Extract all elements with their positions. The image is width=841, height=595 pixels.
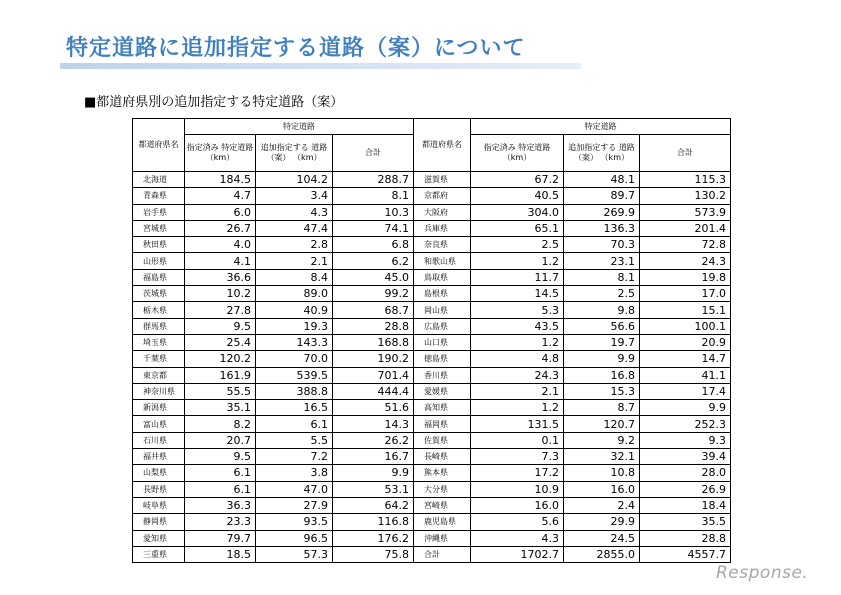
pref-name-cell: 福島県	[133, 269, 185, 285]
value-cell: 43.5	[471, 318, 564, 334]
value-cell: 9.9	[333, 465, 414, 481]
value-cell: 4.3	[471, 530, 564, 546]
value-cell: 6.1	[185, 481, 256, 497]
value-cell: 68.7	[333, 302, 414, 318]
value-cell: 2.1	[471, 383, 564, 399]
value-cell: 701.4	[333, 367, 414, 383]
value-cell: 27.9	[256, 497, 333, 513]
value-cell: 40.5	[471, 188, 564, 204]
value-cell: 16.7	[333, 449, 414, 465]
pref-name-cell: 栃木県	[133, 302, 185, 318]
pref-name-cell: 鳥取県	[414, 269, 471, 285]
value-cell: 45.0	[333, 269, 414, 285]
value-cell: 19.8	[640, 269, 731, 285]
pref-name-cell: 熊本県	[414, 465, 471, 481]
value-cell: 0.1	[471, 432, 564, 448]
value-cell: 70.0	[256, 351, 333, 367]
value-cell: 19.7	[564, 334, 640, 350]
table-row	[133, 367, 731, 383]
value-cell: 4.3	[256, 204, 333, 220]
value-cell: 26.7	[185, 220, 256, 236]
value-cell: 41.1	[640, 367, 731, 383]
group-header-left: 特定道路	[185, 119, 414, 135]
table-row	[133, 269, 731, 285]
value-cell: 2855.0	[564, 546, 640, 562]
value-cell: 28.8	[333, 318, 414, 334]
value-cell: 48.1	[564, 172, 640, 188]
value-cell: 9.8	[564, 302, 640, 318]
value-cell: 16.5	[256, 400, 333, 416]
value-cell: 9.3	[640, 432, 731, 448]
value-cell: 79.7	[185, 530, 256, 546]
table-row	[133, 497, 731, 513]
value-cell: 99.2	[333, 286, 414, 302]
table-row	[133, 318, 731, 334]
value-cell: 35.1	[185, 400, 256, 416]
pref-name-cell: 三重県	[133, 546, 185, 562]
pref-name-cell: 群馬県	[133, 318, 185, 334]
table-row	[133, 530, 731, 546]
value-cell: 2.4	[564, 497, 640, 513]
group-header-right: 特定道路	[471, 119, 731, 135]
value-cell: 201.4	[640, 220, 731, 236]
page-title: 特定道路に追加指定する道路（案）について	[66, 36, 526, 61]
value-cell: 9.5	[185, 318, 256, 334]
value-cell: 47.4	[256, 220, 333, 236]
table-row	[133, 302, 731, 318]
table-row	[133, 188, 731, 204]
pref-name-cell: 秋田県	[133, 237, 185, 253]
value-cell: 14.3	[333, 416, 414, 432]
table-row	[133, 416, 731, 432]
pref-name-cell: 神奈川県	[133, 383, 185, 399]
value-cell: 28.0	[640, 465, 731, 481]
value-cell: 19.3	[256, 318, 333, 334]
value-cell: 252.3	[640, 416, 731, 432]
pref-name-cell: 茨城県	[133, 286, 185, 302]
value-cell: 6.0	[185, 204, 256, 220]
value-cell: 20.9	[640, 334, 731, 350]
pref-name-cell: 大分県	[414, 481, 471, 497]
value-cell: 3.4	[256, 188, 333, 204]
pref-header-left: 都道府県名	[133, 119, 185, 172]
value-cell: 176.2	[333, 530, 414, 546]
pref-header-right: 都道府県名	[414, 119, 471, 172]
value-cell: 4.7	[185, 188, 256, 204]
value-cell: 4.0	[185, 237, 256, 253]
value-cell: 3.8	[256, 465, 333, 481]
value-cell: 28.8	[640, 530, 731, 546]
table-row	[133, 481, 731, 497]
value-cell: 6.8	[333, 237, 414, 253]
pref-name-cell: 香川県	[414, 367, 471, 383]
value-cell: 5.5	[256, 432, 333, 448]
pref-name-cell: 和歌山県	[414, 253, 471, 269]
value-cell: 16.8	[564, 367, 640, 383]
table-row	[133, 400, 731, 416]
value-cell: 1702.7	[471, 546, 564, 562]
pref-name-cell: 岩手県	[133, 204, 185, 220]
value-cell: 115.3	[640, 172, 731, 188]
table-row	[133, 383, 731, 399]
value-cell: 5.3	[471, 302, 564, 318]
pref-name-cell: 愛知県	[133, 530, 185, 546]
value-cell: 16.0	[471, 497, 564, 513]
pref-name-cell: 岐阜県	[133, 497, 185, 513]
table-row	[133, 237, 731, 253]
value-cell: 26.2	[333, 432, 414, 448]
pref-name-cell: 徳島県	[414, 351, 471, 367]
pref-name-cell: 岡山県	[414, 302, 471, 318]
value-cell: 56.6	[564, 318, 640, 334]
value-cell: 75.8	[333, 546, 414, 562]
value-cell: 39.4	[640, 449, 731, 465]
table-row	[133, 449, 731, 465]
value-cell: 9.2	[564, 432, 640, 448]
value-cell: 304.0	[471, 204, 564, 220]
table-row	[133, 204, 731, 220]
value-cell: 1.2	[471, 253, 564, 269]
response-logo: Response.	[716, 563, 809, 583]
value-cell: 40.9	[256, 302, 333, 318]
pref-name-cell: 宮崎県	[414, 497, 471, 513]
value-cell: 10.8	[564, 465, 640, 481]
table-row	[133, 546, 731, 562]
value-cell: 27.8	[185, 302, 256, 318]
value-cell: 9.5	[185, 449, 256, 465]
value-cell: 24.5	[564, 530, 640, 546]
value-cell: 18.5	[185, 546, 256, 562]
value-cell: 14.7	[640, 351, 731, 367]
value-cell: 4.8	[471, 351, 564, 367]
value-cell: 36.6	[185, 269, 256, 285]
table-row	[133, 220, 731, 236]
value-cell: 2.5	[564, 286, 640, 302]
value-cell: 17.0	[640, 286, 731, 302]
value-cell: 65.1	[471, 220, 564, 236]
value-cell: 93.5	[256, 514, 333, 530]
value-cell: 288.7	[333, 172, 414, 188]
value-cell: 10.2	[185, 286, 256, 302]
table-row	[133, 172, 731, 188]
value-cell: 1.2	[471, 334, 564, 350]
pref-name-cell: 山梨県	[133, 465, 185, 481]
value-cell: 6.2	[333, 253, 414, 269]
pref-name-cell: 佐賀県	[414, 432, 471, 448]
value-cell: 573.9	[640, 204, 731, 220]
pref-name-cell: 宮城県	[133, 220, 185, 236]
table-row	[133, 334, 731, 350]
value-cell: 168.8	[333, 334, 414, 350]
pref-name-cell: 愛媛県	[414, 383, 471, 399]
pref-name-cell: 鹿児島県	[414, 514, 471, 530]
value-cell: 8.2	[185, 416, 256, 432]
pref-name-cell: 山形県	[133, 253, 185, 269]
pref-name-cell: 長崎県	[414, 449, 471, 465]
value-cell: 15.1	[640, 302, 731, 318]
value-cell: 35.5	[640, 514, 731, 530]
value-cell: 10.3	[333, 204, 414, 220]
value-cell: 67.2	[471, 172, 564, 188]
pref-name-cell: 高知県	[414, 400, 471, 416]
value-cell: 131.5	[471, 416, 564, 432]
pref-name-cell: 京都府	[414, 188, 471, 204]
value-cell: 55.5	[185, 383, 256, 399]
value-cell: 120.7	[564, 416, 640, 432]
pref-name-cell: 北海道	[133, 172, 185, 188]
col-additional-right: 追加指定する 道路（案） （km）	[564, 135, 640, 172]
value-cell: 9.9	[564, 351, 640, 367]
value-cell: 47.0	[256, 481, 333, 497]
table-row	[133, 465, 731, 481]
value-cell: 25.4	[185, 334, 256, 350]
value-cell: 4557.7	[640, 546, 731, 562]
value-cell: 24.3	[640, 253, 731, 269]
value-cell: 72.8	[640, 237, 731, 253]
value-cell: 70.3	[564, 237, 640, 253]
value-cell: 104.2	[256, 172, 333, 188]
col-total-left: 合計	[333, 135, 414, 172]
table-row	[133, 286, 731, 302]
table-row	[133, 432, 731, 448]
pref-name-cell: 埼玉県	[133, 334, 185, 350]
title-underline	[60, 63, 581, 69]
value-cell: 6.1	[185, 465, 256, 481]
value-cell: 6.1	[256, 416, 333, 432]
value-cell: 8.7	[564, 400, 640, 416]
value-cell: 36.3	[185, 497, 256, 513]
pref-name-cell: 福岡県	[414, 416, 471, 432]
pref-name-cell: 島根県	[414, 286, 471, 302]
value-cell: 143.3	[256, 334, 333, 350]
col-additional-left: 追加指定する 道路（案） （km）	[256, 135, 333, 172]
value-cell: 57.3	[256, 546, 333, 562]
value-cell: 17.4	[640, 383, 731, 399]
pref-name-cell: 奈良県	[414, 237, 471, 253]
road-table	[132, 118, 731, 563]
value-cell: 32.1	[564, 449, 640, 465]
value-cell: 89.7	[564, 188, 640, 204]
value-cell: 2.8	[256, 237, 333, 253]
value-cell: 161.9	[185, 367, 256, 383]
pref-name-cell: 山口県	[414, 334, 471, 350]
pref-name-cell: 静岡県	[133, 514, 185, 530]
col-designated-left: 指定済み 特定道路 （km）	[185, 135, 256, 172]
value-cell: 184.5	[185, 172, 256, 188]
value-cell: 116.8	[333, 514, 414, 530]
value-cell: 17.2	[471, 465, 564, 481]
value-cell: 7.2	[256, 449, 333, 465]
value-cell: 64.2	[333, 497, 414, 513]
value-cell: 18.4	[640, 497, 731, 513]
value-cell: 136.3	[564, 220, 640, 236]
value-cell: 29.9	[564, 514, 640, 530]
value-cell: 8.4	[256, 269, 333, 285]
table-caption: ■都道府県別の追加指定する特定道路（案）	[84, 95, 344, 110]
value-cell: 269.9	[564, 204, 640, 220]
table-row	[133, 514, 731, 530]
value-cell: 120.2	[185, 351, 256, 367]
value-cell: 4.1	[185, 253, 256, 269]
value-cell: 10.9	[471, 481, 564, 497]
table-row	[133, 351, 731, 367]
pref-name-cell: 大阪府	[414, 204, 471, 220]
value-cell: 7.3	[471, 449, 564, 465]
value-cell: 23.3	[185, 514, 256, 530]
value-cell: 9.9	[640, 400, 731, 416]
pref-name-cell: 石川県	[133, 432, 185, 448]
value-cell: 190.2	[333, 351, 414, 367]
pref-name-cell: 長野県	[133, 481, 185, 497]
pref-name-cell: 千葉県	[133, 351, 185, 367]
value-cell: 20.7	[185, 432, 256, 448]
value-cell: 96.5	[256, 530, 333, 546]
value-cell: 2.1	[256, 253, 333, 269]
value-cell: 53.1	[333, 481, 414, 497]
pref-name-cell: 青森県	[133, 188, 185, 204]
value-cell: 51.6	[333, 400, 414, 416]
value-cell: 2.5	[471, 237, 564, 253]
value-cell: 74.1	[333, 220, 414, 236]
value-cell: 24.3	[471, 367, 564, 383]
pref-name-cell: 沖縄県	[414, 530, 471, 546]
value-cell: 5.6	[471, 514, 564, 530]
value-cell: 26.9	[640, 481, 731, 497]
pref-name-cell: 富山県	[133, 416, 185, 432]
value-cell: 16.0	[564, 481, 640, 497]
value-cell: 8.1	[564, 269, 640, 285]
value-cell: 15.3	[564, 383, 640, 399]
pref-name-cell: 兵庫県	[414, 220, 471, 236]
value-cell: 130.2	[640, 188, 731, 204]
col-designated-right: 指定済み 特定道路 （km）	[471, 135, 564, 172]
pref-name-cell: 滋賀県	[414, 172, 471, 188]
pref-name-cell: 合計	[414, 546, 471, 562]
pref-name-cell: 東京都	[133, 367, 185, 383]
value-cell: 1.2	[471, 400, 564, 416]
value-cell: 11.7	[471, 269, 564, 285]
value-cell: 100.1	[640, 318, 731, 334]
pref-name-cell: 広島県	[414, 318, 471, 334]
value-cell: 23.1	[564, 253, 640, 269]
value-cell: 14.5	[471, 286, 564, 302]
pref-name-cell: 新潟県	[133, 400, 185, 416]
value-cell: 388.8	[256, 383, 333, 399]
value-cell: 539.5	[256, 367, 333, 383]
pref-name-cell: 福井県	[133, 449, 185, 465]
value-cell: 8.1	[333, 188, 414, 204]
value-cell: 89.0	[256, 286, 333, 302]
value-cell: 444.4	[333, 383, 414, 399]
table-row	[133, 253, 731, 269]
col-total-right: 合計	[640, 135, 731, 172]
